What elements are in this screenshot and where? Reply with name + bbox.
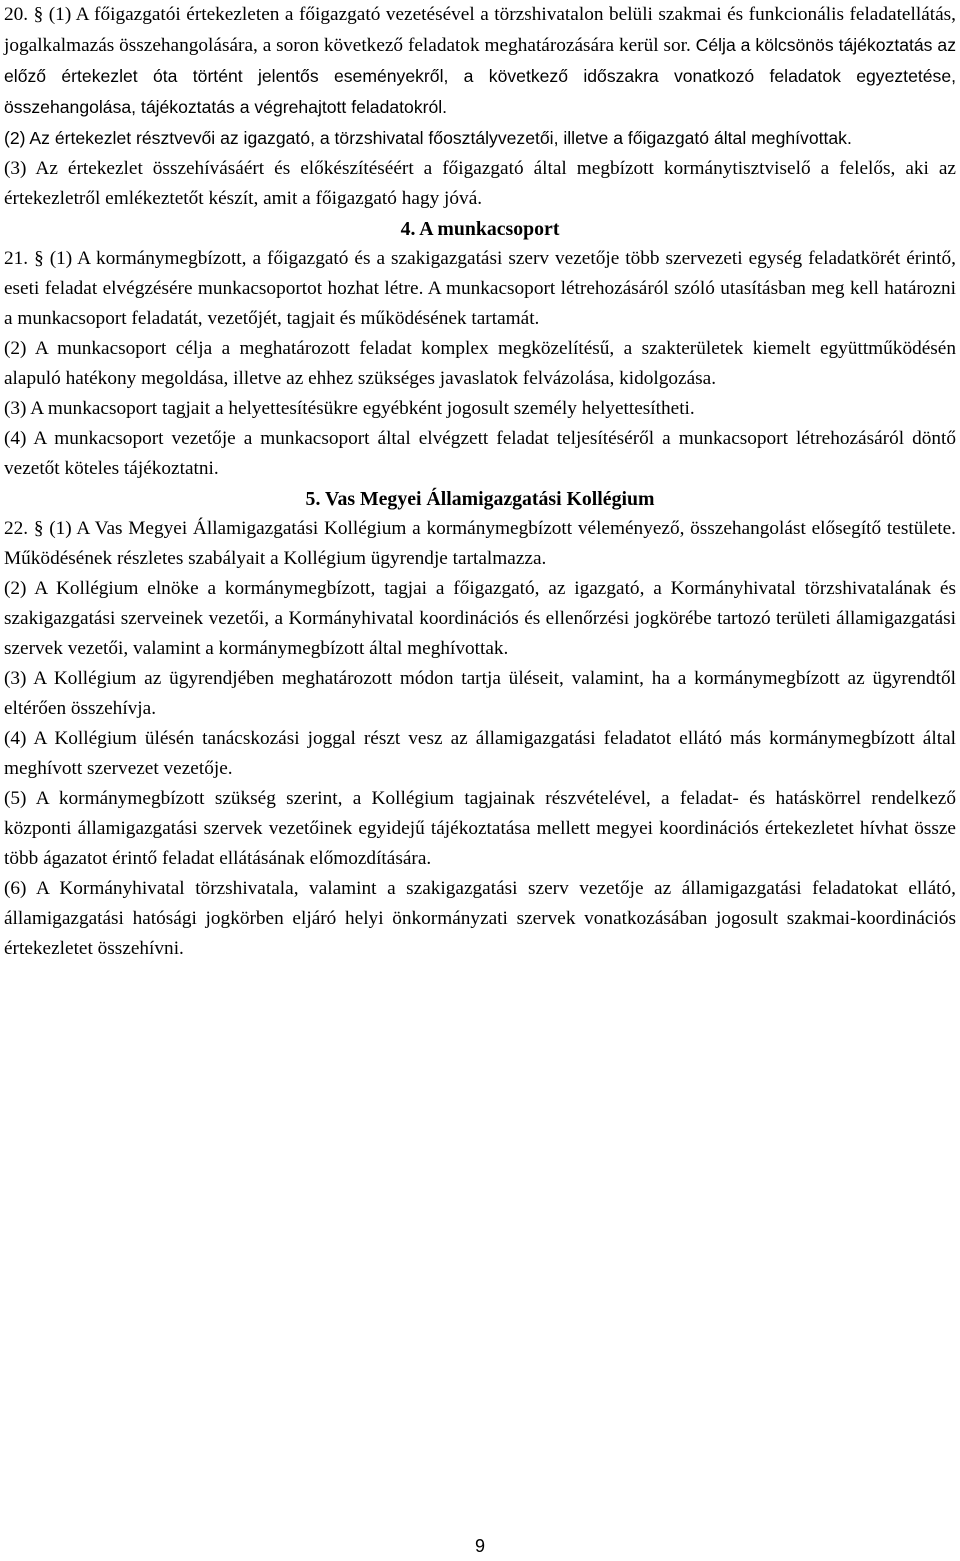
- section-21-paragraph-4: (4) A munkacsoport vezetője a munkacsoport által elvégzett feladat teljesítéséről a munkacsoport létrehozásáról döntő vezetőt köteles tájékoztatni.: [4, 428, 956, 479]
- section-20-p1-serif: 20. § (1) A főigazgatói értekezleten a főigazgató vezetésével a törzshivatalon belüli szakmai és funkcionális feladatellátás, jogalkalmazás összehangolására, a soron következő feladatok meghatározására kerül sor.: [4, 4, 956, 56]
- document-page: [4, 0, 956, 964]
- heading-kollegium: 5. Vas Megyei Államigazgatási Kollégium: [305, 488, 655, 510]
- page-number: 9: [474, 1536, 485, 1556]
- section-20-p2-sans: (2) Az értekezlet résztvevői az igazgató, a törzshivatal főosztályvezetői, illetve a főigazgató által meghívottak.: [4, 128, 852, 148]
- section-22-paragraph-1: 22. § (1) A Vas Megyei Államigazgatási Kollégium a kormánymegbízott véleményező, összehangolást elősegítő testülete. Működésének részletes szabályait a Kollégium ügyrendje tartalmazza.: [4, 518, 956, 569]
- section-21-paragraph-2: (2) A munkacsoport célja a meghatározott feladat komplex megközelítésű, a szakterületek kiemelt együttműködésén alapuló hatékony megoldása, illetve az ehhez szükséges javaslatok felvázolása, kidolgozása.: [4, 338, 956, 389]
- section-21: [4, 244, 956, 484]
- section-20: [4, 0, 956, 214]
- section-22-paragraph-6: (6) A Kormányhivatal törzshivatala, valamint a szakigazgatási szerv vezetője az államigazgatási feladatokat ellátó, államigazgatási hatósági jogkörben eljáró helyi önkormányzati szervek vonatkozásában jogosult szakmai-koordinációs értekezletet összehívni.: [4, 878, 956, 959]
- section-20-paragraph-1: [4, 0, 956, 123]
- section-22-paragraph-2: (2) A Kollégium elnöke a kormánymegbízott, tagjai a főigazgató, az igazgató, a Kormányhivatal törzshivatalának és szakigazgatási szerveinek vezetői, a Kormányhivatal koordinációs és ellenőrzési jogkörébe tartozó területi államigazgatási szervek vezetői, valamint a kormánymegbízott által meghívottak.: [4, 578, 956, 659]
- section-20-paragraph-2: [4, 123, 956, 154]
- section-20-p1-sans: Célja a kölcsönös tájékoztatás az előző értekezlet óta történt jelentős eseményekről, a következő időszakra vonatkozó feladatok egyeztetése, összehangolása, tájékoztatás a végrehajtott feladatokról.: [4, 35, 956, 117]
- section-20-paragraph-3: (3) Az értekezlet összehívásáért és előkészítéséért a főigazgató által megbízott kormánytisztviselő a felelős, aki az értekezletről emlékeztetőt készít, amit a főigazgató hagy jóvá.: [4, 158, 956, 209]
- section-21-paragraph-1: 21. § (1) A kormánymegbízott, a főigazgató és a szakigazgatási szerv vezetője több szervezeti egység feladatkörét érintő, eseti feladat elvégzésére munkacsoportot hozhat létre. A munkacsoport létrehozásáról szóló utasításban meg kell határozni a munkacsoport feladatát, vezetőjét, tagjait és működésének tartamát.: [4, 248, 956, 329]
- heading-munkacsoport: 4. A munkacsoport: [400, 218, 560, 240]
- section-22-paragraph-5: (5) A kormánymegbízott szükség szerint, a Kollégium tagjainak részvételével, a feladat- és hatáskörrel rendelkező központi államigazgatási szervek vezetőinek egyidejű tájékoztatása mellett megyei koordinációs értekezletet hívhat össze több ágazatot érintő feladat ellátásának előmozdítására.: [4, 788, 956, 869]
- section-22: [4, 514, 956, 964]
- section-22-paragraph-4: (4) A Kollégium ülésén tanácskozási joggal részt vesz az államigazgatási feladatot ellátó más kormánymegbízott által meghívott szervezet vezetője.: [4, 728, 956, 779]
- section-22-paragraph-3: (3) A Kollégium az ügyrendjében meghatározott módon tartja üléseit, valamint, ha a kormánymegbízott az ügyrendtől eltérően összehívja.: [4, 668, 956, 719]
- section-21-paragraph-3: (3) A munkacsoport tagjait a helyettesítésükre egyébként jogosult személy helyettesítheti.: [4, 398, 695, 419]
